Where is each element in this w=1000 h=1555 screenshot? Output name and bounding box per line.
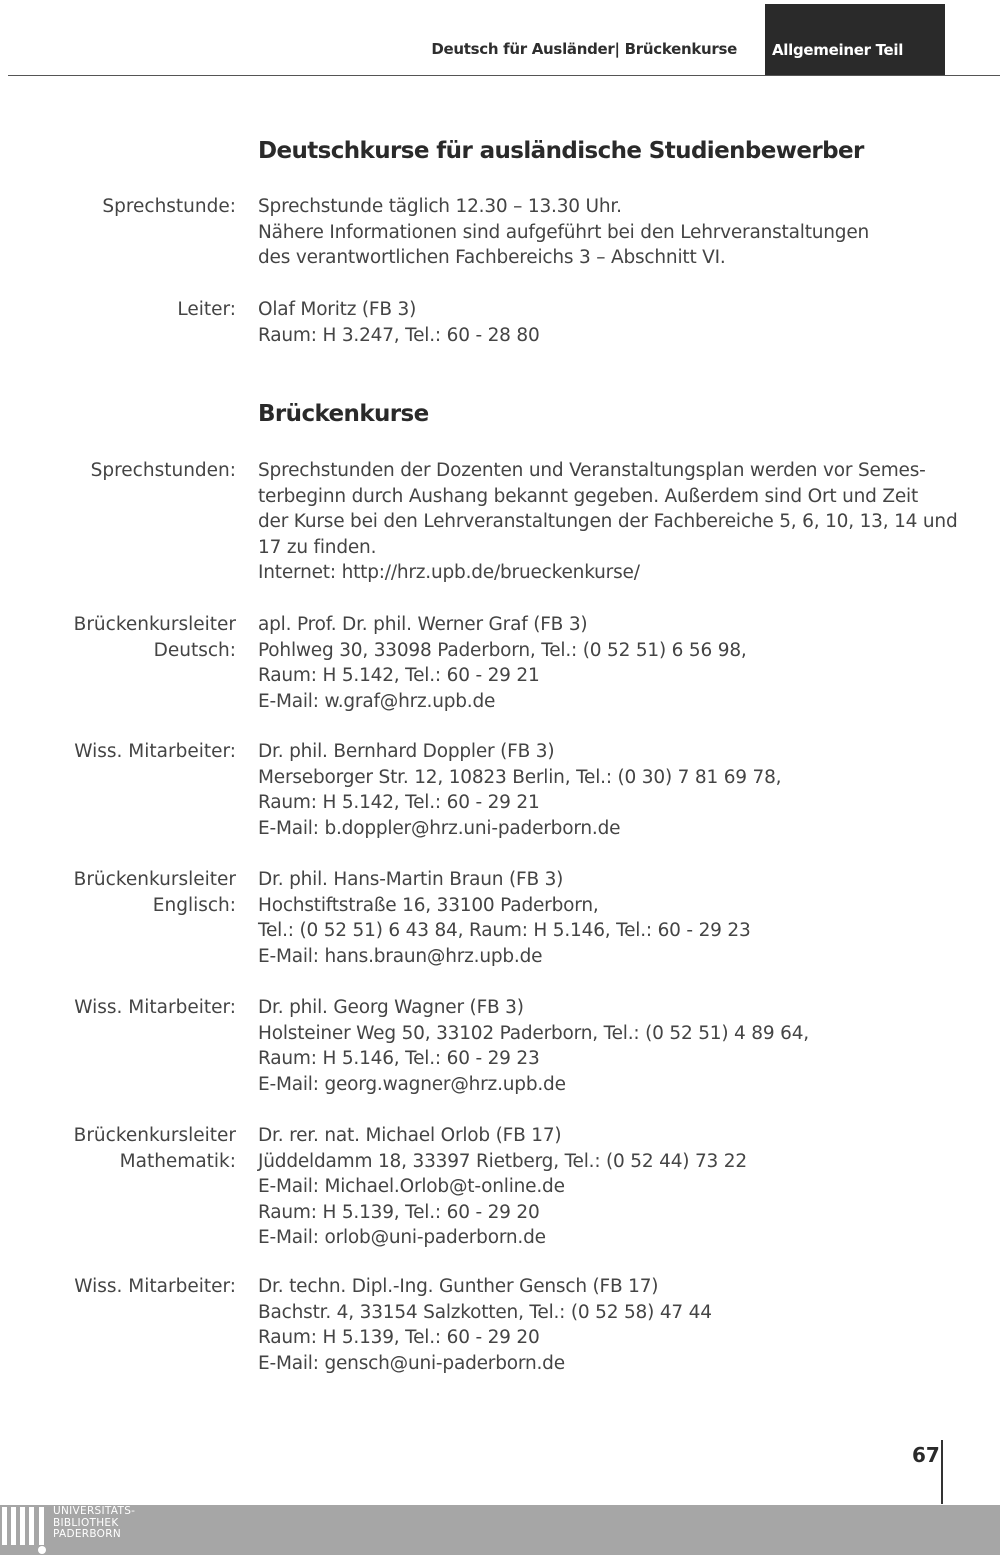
label-line: Deutsch: [153, 639, 236, 661]
section-tab [765, 4, 945, 76]
value-line: Holsteiner Weg 50, 33102 Paderborn, Tel.: (0 52 51) 4 89 64, [258, 1022, 809, 1044]
logo-bar [20, 1507, 25, 1545]
entry-label [177, 297, 236, 323]
value-line: E-Mail: gensch@uni-paderborn.de [258, 1352, 565, 1374]
entry-label [74, 612, 236, 663]
value-line: Raum: H 5.146, Tel.: 60 - 29 23 [258, 1048, 540, 1069]
value-line: E-Mail: w.graf@hrz.upb.de [258, 690, 496, 712]
value-line: Tel.: (0 52 51) 6 43 84, Raum: H 5.146, Tel.: 60 - 29 23 [258, 920, 751, 941]
value-line: terbeginn durch Aushang bekannt gegeben. Außerdem sind Ort und Zeit [258, 485, 919, 507]
value-line: Hochstiftstraße 16, 33100 Paderborn, [258, 894, 599, 916]
label-line: Sprechstunden: [90, 460, 236, 481]
value-line: Bachstr. 4, 33154 Salzkotten, Tel.: (0 52 58) 47 44 [258, 1301, 712, 1323]
entry-label [74, 1123, 236, 1174]
entry-label [74, 739, 236, 765]
value-line: E-Mail: b.doppler@hrz.uni-paderborn.de [258, 817, 621, 839]
section-tab-label: Allgemeiner Teil [772, 41, 904, 59]
label-line: Brückenkursleiter [73, 614, 236, 635]
entry-label [74, 867, 236, 918]
value-line: Raum: H 3.247, Tel.: 60 - 28 80 [258, 324, 540, 346]
value-line: des verantwortlichen Fachbereichs 3 – Abschnitt VI. [258, 247, 726, 268]
entry-value [258, 1274, 958, 1376]
entry-label [74, 995, 236, 1021]
value-line: Jüddeldamm 18, 33397 Rietberg, Tel.: (0 52 44) 73 22 [258, 1150, 747, 1172]
value-line: Dr. phil. Georg Wagner (FB 3) [258, 997, 524, 1018]
entry-label [74, 1274, 236, 1300]
page-header [0, 0, 1000, 78]
page-number-rule [941, 1440, 943, 1504]
value-line: Dr. phil. Bernhard Doppler (FB 3) [258, 741, 555, 762]
logo-bar [29, 1507, 34, 1545]
entry-value [258, 458, 958, 586]
value-line: Sprechstunden der Dozenten und Veranstaltungsplan werden vor Semes- [258, 460, 926, 481]
library-footer [0, 1505, 1000, 1555]
entry-label [91, 458, 236, 484]
value-line: Raum: H 5.139, Tel.: 60 - 29 20 [258, 1201, 540, 1223]
value-line: Raum: H 5.142, Tel.: 60 - 29 21 [258, 792, 540, 813]
value-line: Internet: http://hrz.upb.de/brueckenkurse/ [258, 562, 640, 583]
value-line: E-Mail: hans.braun@hrz.upb.de [258, 945, 543, 967]
value-line: E-Mail: Michael.Orlob@t-online.de [258, 1176, 565, 1197]
entry-value [258, 995, 958, 1097]
value-line: Sprechstunde täglich 12.30 – 13.30 Uhr. [258, 196, 622, 217]
label-line: Leiter: [177, 299, 236, 320]
library-logo-line: BIBLIOTHEK [53, 1516, 119, 1529]
value-line: Raum: H 5.139, Tel.: 60 - 29 20 [258, 1327, 540, 1348]
running-title: Deutsch für Ausländer| Brückenkurse [431, 40, 737, 58]
library-logo-line: UNIVERSITÄTS- [53, 1505, 136, 1517]
label-line: Englisch: [152, 894, 236, 916]
value-line: 17 zu finden. [258, 536, 377, 558]
logo-bar [11, 1507, 16, 1545]
entry-value [258, 739, 958, 841]
value-line: Dr. rer. nat. Michael Orlob (FB 17) [258, 1125, 562, 1146]
logo-bar [2, 1507, 7, 1545]
label-line: Mathematik: [119, 1150, 236, 1172]
label-line: Wiss. Mitarbeiter: [74, 1276, 236, 1297]
value-line: Nähere Informationen sind aufgeführt bei den Lehrveranstaltungen [258, 221, 870, 243]
value-line: apl. Prof. Dr. phil. Werner Graf (FB 3) [258, 614, 588, 635]
entry-value [258, 1123, 958, 1251]
value-line: Pohlweg 30, 33098 Paderborn, Tel.: (0 52 51) 6 56 98, [258, 639, 747, 661]
library-logo-line: PADERBORN [53, 1528, 121, 1540]
library-logo-text [53, 1506, 135, 1541]
label-line: Wiss. Mitarbeiter: [74, 997, 236, 1018]
logo-dot [38, 1546, 46, 1554]
label-line: Brückenkursleiter [73, 869, 236, 890]
value-line: Raum: H 5.142, Tel.: 60 - 29 21 [258, 665, 540, 686]
section-heading-brueckenkurse: Brückenkurse [258, 401, 429, 427]
entry-value [258, 612, 958, 714]
library-logo-icon [2, 1507, 48, 1553]
value-line: der Kurse bei den Lehrveranstaltungen der Fachbereiche 5, 6, 10, 13, 14 und [258, 511, 958, 532]
label-line: Wiss. Mitarbeiter: [74, 741, 236, 762]
value-line: Dr. techn. Dipl.-Ing. Gunther Gensch (FB 17) [258, 1276, 659, 1297]
label-line: Sprechstunde: [102, 196, 236, 217]
entry-label [102, 194, 236, 220]
value-line: Dr. phil. Hans-Martin Braun (FB 3) [258, 869, 564, 890]
value-line: E-Mail: georg.wagner@hrz.upb.de [258, 1073, 566, 1095]
section-heading-deutschkurse: Deutschkurse für ausländische Studienbewerber [258, 138, 864, 164]
page-number: 67 [912, 1443, 940, 1467]
entry-value [258, 297, 958, 348]
value-line: E-Mail: orlob@uni-paderborn.de [258, 1227, 546, 1248]
header-rule [8, 75, 1000, 76]
entry-value [258, 867, 958, 969]
logo-bar [39, 1507, 44, 1545]
entry-value [258, 194, 958, 271]
value-line: Olaf Moritz (FB 3) [258, 299, 417, 320]
label-line: Brückenkursleiter [73, 1125, 236, 1146]
value-line: Merseborger Str. 12, 10823 Berlin, Tel.: (0 30) 7 81 69 78, [258, 766, 782, 788]
